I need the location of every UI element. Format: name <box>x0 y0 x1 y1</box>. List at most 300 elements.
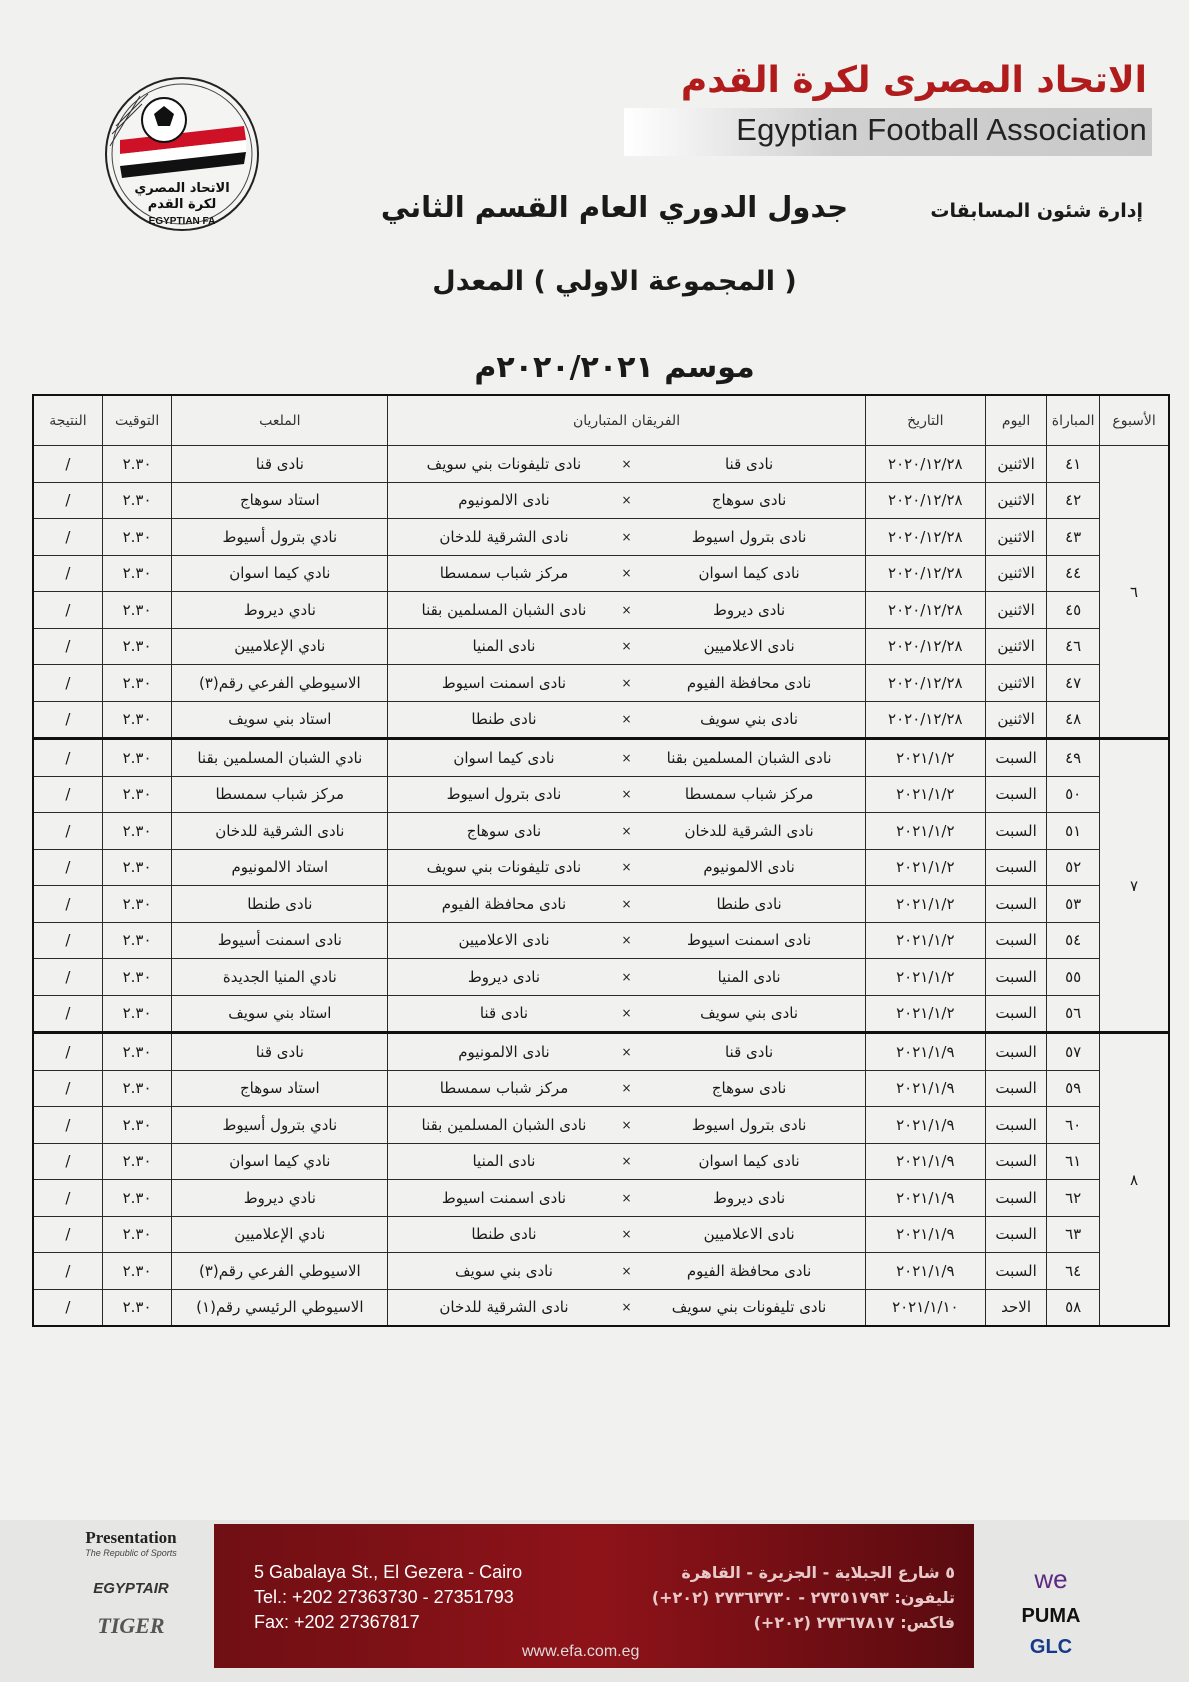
table-row <box>33 628 1169 665</box>
match-stadium: الاسيوطي الفرعي رقم(٣) <box>172 1253 388 1290</box>
match-result: / <box>33 628 102 665</box>
match-date: ٢٠٢١/١/٢ <box>865 813 985 850</box>
match-stadium: نادي ديروط <box>172 1180 388 1217</box>
website-link[interactable]: www.efa.com.eg <box>522 1643 640 1660</box>
schedule-body <box>33 446 1169 1327</box>
versus-mark: × <box>621 529 632 544</box>
away-team: نادى سوهاج <box>466 821 542 840</box>
match-stadium: نادى الشرقية للدخان <box>172 813 388 850</box>
match-teams <box>388 1180 865 1217</box>
table-row <box>33 886 1169 923</box>
table-row <box>33 1180 1169 1217</box>
egyptair-logo: EGYPTAIR <box>93 1580 169 1597</box>
away-team: نادى الشرقية للدخان <box>439 527 569 546</box>
match-day: السبت <box>985 1253 1046 1290</box>
versus-mark: × <box>621 639 632 654</box>
away-team: نادى محافظة الفيوم <box>441 894 567 913</box>
match-result: / <box>33 519 102 556</box>
table-row <box>33 519 1169 556</box>
away-team: نادى اسمنت اسيوط <box>441 1188 567 1207</box>
match-number: ٥١ <box>1047 813 1100 850</box>
match-time: ٢.٣٠ <box>102 995 171 1033</box>
home-team: نادى ديروط <box>713 1188 786 1207</box>
match-time: ٢.٣٠ <box>102 665 171 702</box>
week-number: ٧ <box>1100 739 1169 1033</box>
match-number: ٦٤ <box>1047 1253 1100 1290</box>
match-teams <box>388 446 865 483</box>
match-date: ٢٠٢١/١/٢ <box>865 776 985 813</box>
match-day: السبت <box>985 813 1046 850</box>
table-row <box>33 1253 1169 1290</box>
away-team: نادى الشبان المسلمين بقنا <box>421 1115 587 1134</box>
away-team: نادى طنطا <box>471 710 537 729</box>
table-row <box>33 1107 1169 1144</box>
address-en-line-1: 5 Gabalaya St., El Gezera - Cairo <box>254 1562 523 1582</box>
away-team: مركز شباب سمسطا <box>439 1079 569 1098</box>
match-teams <box>388 1107 865 1144</box>
match-number: ٦٣ <box>1047 1216 1100 1253</box>
match-day: السبت <box>985 1070 1046 1107</box>
match-number: ٤٨ <box>1047 701 1100 739</box>
we-logo: we <box>1034 1564 1068 1594</box>
match-result: / <box>33 1070 102 1107</box>
match-day: الاثنين <box>985 446 1046 483</box>
header-teams: الفريقان المتباريان <box>388 395 865 446</box>
away-team: نادى الشبان المسلمين بقنا <box>421 600 587 619</box>
match-teams <box>388 1033 865 1071</box>
match-stadium: نادي كيما اسوان <box>172 555 388 592</box>
away-team: نادى بني سويف <box>455 1261 553 1280</box>
away-team: نادى قنا <box>479 1004 529 1023</box>
home-team: نادى كيما اسوان <box>698 564 800 583</box>
versus-mark: × <box>621 456 632 471</box>
week-number: ٦ <box>1100 446 1169 739</box>
glc-logo: GLC <box>1029 1636 1073 1658</box>
match-date: ٢٠٢٠/١٢/٢٨ <box>865 482 985 519</box>
versus-mark: × <box>621 1044 632 1059</box>
match-teams <box>388 1143 865 1180</box>
week-number: ٨ <box>1100 1033 1169 1327</box>
match-number: ٤٣ <box>1047 519 1100 556</box>
match-number: ٦٠ <box>1047 1107 1100 1144</box>
match-date: ٢٠٢١/١/١٠ <box>865 1289 985 1326</box>
match-number: ٤٤ <box>1047 555 1100 592</box>
table-row <box>33 1289 1169 1326</box>
match-day: السبت <box>985 1216 1046 1253</box>
match-time: ٢.٣٠ <box>102 1033 171 1071</box>
match-result: / <box>33 1033 102 1071</box>
match-day: السبت <box>985 886 1046 923</box>
home-team: نادى قنا <box>724 1042 774 1061</box>
match-stadium: نادى اسمنت أسيوط <box>172 922 388 959</box>
match-teams <box>388 1216 865 1253</box>
match-time: ٢.٣٠ <box>102 739 171 777</box>
org-name-english: Egyptian Football Association <box>736 112 1147 147</box>
versus-mark: × <box>621 712 632 727</box>
home-team: نادى الاعلاميين <box>703 1225 795 1244</box>
versus-mark: × <box>621 1263 632 1278</box>
match-stadium: نادى طنطا <box>172 886 388 923</box>
match-stadium: نادي بترول أسيوط <box>172 1107 388 1144</box>
match-time: ٢.٣٠ <box>102 776 171 813</box>
match-number: ٤٢ <box>1047 482 1100 519</box>
match-day: السبت <box>985 739 1046 777</box>
match-result: / <box>33 959 102 996</box>
versus-mark: × <box>621 1081 632 1096</box>
versus-mark: × <box>621 675 632 690</box>
home-team: نادى محافظة الفيوم <box>686 1261 812 1280</box>
match-result: / <box>33 1253 102 1290</box>
home-team: نادى سوهاج <box>711 1079 787 1098</box>
match-time: ٢.٣٠ <box>102 813 171 850</box>
home-team: نادى تليفونات بني سويف <box>671 1298 827 1317</box>
match-date: ٢٠٢١/١/٢ <box>865 959 985 996</box>
match-result: / <box>33 776 102 813</box>
home-team: نادى بني سويف <box>700 710 799 729</box>
match-number: ٥٤ <box>1047 922 1100 959</box>
match-stadium: نادى قنا <box>172 1033 388 1071</box>
match-teams <box>388 959 865 996</box>
presenter-logo: Presentation <box>85 1528 177 1547</box>
match-day: السبت <box>985 849 1046 886</box>
versus-mark: × <box>621 1227 632 1242</box>
versus-mark: × <box>621 933 632 948</box>
versus-mark: × <box>621 602 632 617</box>
match-result: / <box>33 849 102 886</box>
puma-logo: PUMA <box>1021 1605 1081 1627</box>
header-day: اليوم <box>985 395 1046 446</box>
versus-mark: × <box>621 969 632 984</box>
match-result: / <box>33 1180 102 1217</box>
match-date: ٢٠٢٠/١٢/٢٨ <box>865 628 985 665</box>
match-teams <box>388 1070 865 1107</box>
match-time: ٢.٣٠ <box>102 1143 171 1180</box>
table-row <box>33 482 1169 519</box>
match-date: ٢٠٢١/١/٢ <box>865 995 985 1033</box>
match-day: الاثنين <box>985 482 1046 519</box>
header-stadium: الملعب <box>172 395 388 446</box>
match-number: ٥٣ <box>1047 886 1100 923</box>
logo-text-ar-2: لكرة القدم <box>147 197 217 212</box>
table-row <box>33 776 1169 813</box>
home-team: نادى اسمنت اسيوط <box>686 931 812 950</box>
match-result: / <box>33 1143 102 1180</box>
versus-mark: × <box>621 896 632 911</box>
table-header-row <box>33 395 1169 446</box>
away-team: نادى تليفونات بني سويف <box>426 858 582 877</box>
match-day: الاثنين <box>985 665 1046 702</box>
versus-mark: × <box>621 1300 632 1315</box>
home-team: نادى سوهاج <box>711 491 787 510</box>
match-result: / <box>33 922 102 959</box>
match-number: ٥٥ <box>1047 959 1100 996</box>
address-english <box>254 1560 522 1635</box>
address-ar-line-3: فاكس: ٢٧٣٦٧٨١٧ (٢٠٢+) <box>753 1613 955 1632</box>
versus-mark: × <box>621 566 632 581</box>
match-time: ٢.٣٠ <box>102 922 171 959</box>
schedule-table <box>32 394 1170 1327</box>
match-time: ٢.٣٠ <box>102 1216 171 1253</box>
match-time: ٢.٣٠ <box>102 1070 171 1107</box>
match-stadium: الاسيوطي الرئيسي رقم(١) <box>172 1289 388 1326</box>
match-date: ٢٠٢١/١/٩ <box>865 1180 985 1217</box>
away-team: نادى الالمونيوم <box>458 1042 550 1061</box>
header-date: التاريخ <box>865 395 985 446</box>
home-team: نادى طنطا <box>716 894 782 913</box>
match-day: السبت <box>985 959 1046 996</box>
match-teams <box>388 519 865 556</box>
match-time: ٢.٣٠ <box>102 446 171 483</box>
address-arabic <box>652 1560 955 1635</box>
match-time: ٢.٣٠ <box>102 1180 171 1217</box>
home-team: نادى محافظة الفيوم <box>686 673 812 692</box>
match-date: ٢٠٢٠/١٢/٢٨ <box>865 701 985 739</box>
away-team: نادى الشرقية للدخان <box>439 1298 569 1317</box>
match-teams <box>388 665 865 702</box>
versus-mark: × <box>621 750 632 765</box>
document-title: جدول الدوري العام القسم الثاني <box>380 190 849 224</box>
match-date: ٢٠٢١/١/٩ <box>865 1253 985 1290</box>
match-time: ٢.٣٠ <box>102 959 171 996</box>
match-result: / <box>33 995 102 1033</box>
header-time: التوقيت <box>102 395 171 446</box>
away-team: نادى ديروط <box>467 967 541 986</box>
match-day: الاحد <box>985 1289 1046 1326</box>
match-date: ٢٠٢١/١/٩ <box>865 1143 985 1180</box>
match-result: / <box>33 1216 102 1253</box>
match-time: ٢.٣٠ <box>102 482 171 519</box>
table-row <box>33 446 1169 483</box>
match-day: السبت <box>985 776 1046 813</box>
match-teams <box>388 849 865 886</box>
table-row <box>33 1216 1169 1253</box>
match-number: ٤٩ <box>1047 739 1100 777</box>
match-teams <box>388 776 865 813</box>
match-teams <box>388 995 865 1033</box>
presenter-tagline: The Republic of Sports <box>85 1548 177 1558</box>
match-time: ٢.٣٠ <box>102 701 171 739</box>
match-stadium: نادي المنيا الجديدة <box>172 959 388 996</box>
match-number: ٤١ <box>1047 446 1100 483</box>
away-team: نادى طنطا <box>471 1225 537 1244</box>
match-number: ٥٠ <box>1047 776 1100 813</box>
match-number: ٥٦ <box>1047 995 1100 1033</box>
home-team: نادى ديروط <box>713 600 786 619</box>
match-result: / <box>33 1107 102 1144</box>
away-team: نادى الالمونيوم <box>458 491 550 510</box>
versus-mark: × <box>621 787 632 802</box>
match-stadium: نادي الإعلاميين <box>172 1216 388 1253</box>
match-number: ٦٢ <box>1047 1180 1100 1217</box>
match-teams <box>388 1253 865 1290</box>
versus-mark: × <box>621 1006 632 1021</box>
home-team: نادى بني سويف <box>700 1004 799 1023</box>
match-time: ٢.٣٠ <box>102 886 171 923</box>
match-result: / <box>33 739 102 777</box>
org-name-arabic: الاتحاد المصرى لكرة القدم <box>680 60 1147 101</box>
table-row <box>33 665 1169 702</box>
away-team: نادى المنيا <box>472 1152 536 1171</box>
match-date: ٢٠٢١/١/٩ <box>865 1070 985 1107</box>
match-date: ٢٠٢١/١/٢ <box>865 922 985 959</box>
match-date: ٢٠٢١/١/٩ <box>865 1107 985 1144</box>
header-match: المباراة <box>1047 395 1100 446</box>
address-en-line-2: Tel.: +202 27363730 - 27351793 <box>254 1587 514 1607</box>
table-row <box>33 739 1169 777</box>
match-time: ٢.٣٠ <box>102 849 171 886</box>
match-stadium: استاد سوهاج <box>172 482 388 519</box>
table-row <box>33 959 1169 996</box>
versus-mark: × <box>621 823 632 838</box>
match-date: ٢٠٢١/١/٢ <box>865 849 985 886</box>
home-team: نادى كيما اسوان <box>698 1152 800 1171</box>
tiger-logo: TIGER <box>97 1613 165 1638</box>
match-time: ٢.٣٠ <box>102 555 171 592</box>
away-team: نادى اسمنت اسيوط <box>441 673 567 692</box>
versus-mark: × <box>621 493 632 508</box>
match-stadium: استاد بني سويف <box>172 995 388 1033</box>
away-team: نادى تليفونات بني سويف <box>426 454 582 473</box>
match-stadium: استاد سوهاج <box>172 1070 388 1107</box>
match-stadium: نادي ديروط <box>172 592 388 629</box>
away-team: نادى بترول اسيوط <box>446 785 562 804</box>
match-day: السبت <box>985 1107 1046 1144</box>
table-row <box>33 1070 1169 1107</box>
header-result: النتيجة <box>33 395 102 446</box>
match-date: ٢٠٢٠/١٢/٢٨ <box>865 665 985 702</box>
match-date: ٢٠٢٠/١٢/٢٨ <box>865 592 985 629</box>
away-team: مركز شباب سمسطا <box>439 564 569 583</box>
match-date: ٢٠٢٠/١٢/٢٨ <box>865 519 985 556</box>
match-result: / <box>33 482 102 519</box>
table-row <box>33 813 1169 850</box>
footer-sponsors-right <box>996 1524 1106 1659</box>
match-date: ٢٠٢٠/١٢/٢٨ <box>865 446 985 483</box>
home-team: نادى المنيا <box>717 967 781 986</box>
match-number: ٤٦ <box>1047 628 1100 665</box>
match-stadium: نادي الشبان المسلمين بقنا <box>172 739 388 777</box>
season-title: موسم ٢٠٢٠/٢٠٢١م <box>474 350 755 385</box>
match-result: / <box>33 886 102 923</box>
match-stadium: استاد الالمونيوم <box>172 849 388 886</box>
logo-text-ar-1: الاتحاد المصري <box>134 181 230 196</box>
home-team: نادى بترول اسيوط <box>691 527 807 546</box>
match-result: / <box>33 813 102 850</box>
match-number: ٦١ <box>1047 1143 1100 1180</box>
match-date: ٢٠٢١/١/٩ <box>865 1033 985 1071</box>
address-en-line-3: Fax: +202 27367817 <box>254 1612 420 1632</box>
address-ar-line-1: ٥ شارع الجبلاية - الجزيرة - القاهرة <box>681 1563 955 1582</box>
match-date: ٢٠٢١/١/٢ <box>865 739 985 777</box>
match-stadium: الاسيوطي الفرعي رقم(٣) <box>172 665 388 702</box>
versus-mark: × <box>621 1117 632 1132</box>
table-row <box>33 555 1169 592</box>
match-teams <box>388 592 865 629</box>
match-day: السبت <box>985 995 1046 1033</box>
home-team: نادى الاعلاميين <box>703 637 795 656</box>
home-team: نادى الشبان المسلمين بقنا <box>666 748 832 767</box>
match-stadium: نادي الإعلاميين <box>172 628 388 665</box>
versus-mark: × <box>621 1154 632 1169</box>
match-time: ٢.٣٠ <box>102 1107 171 1144</box>
match-teams <box>388 886 865 923</box>
match-day: السبت <box>985 1033 1046 1071</box>
match-date: ٢٠٢١/١/٩ <box>865 1216 985 1253</box>
table-row <box>33 995 1169 1033</box>
table-row <box>33 701 1169 739</box>
match-day: الاثنين <box>985 592 1046 629</box>
match-time: ٢.٣٠ <box>102 1253 171 1290</box>
match-time: ٢.٣٠ <box>102 519 171 556</box>
match-time: ٢.٣٠ <box>102 628 171 665</box>
match-result: / <box>33 665 102 702</box>
match-teams <box>388 1289 865 1326</box>
match-number: ٥٩ <box>1047 1070 1100 1107</box>
footer-sponsors-left <box>56 1528 206 1639</box>
match-result: / <box>33 446 102 483</box>
match-day: الاثنين <box>985 519 1046 556</box>
match-number: ٤٧ <box>1047 665 1100 702</box>
match-number: ٥٧ <box>1047 1033 1100 1071</box>
match-stadium: نادي كيما اسوان <box>172 1143 388 1180</box>
match-teams <box>388 922 865 959</box>
away-team: نادى الاعلاميين <box>458 931 550 950</box>
home-team: نادى بترول اسيوط <box>691 1115 807 1134</box>
home-team: مركز شباب سمسطا <box>684 785 814 804</box>
match-day: الاثنين <box>985 701 1046 739</box>
match-date: ٢٠٢٠/١٢/٢٨ <box>865 555 985 592</box>
department-label: إدارة شئون المسابقات <box>930 200 1143 222</box>
match-day: السبت <box>985 1143 1046 1180</box>
table-row <box>33 922 1169 959</box>
match-number: ٤٥ <box>1047 592 1100 629</box>
match-day: السبت <box>985 1180 1046 1217</box>
match-stadium: نادى قنا <box>172 446 388 483</box>
match-teams <box>388 555 865 592</box>
away-team: نادى كيما اسوان <box>453 748 555 767</box>
match-teams <box>388 628 865 665</box>
match-time: ٢.٣٠ <box>102 592 171 629</box>
table-row <box>33 849 1169 886</box>
home-team: نادى الالمونيوم <box>703 858 795 877</box>
address-ar-line-2: تليفون: ٢٧٣٥١٧٩٣ - ٢٧٣٦٣٧٣٠ (٢٠٢+) <box>651 1588 955 1607</box>
match-teams <box>388 813 865 850</box>
table-row <box>33 1033 1169 1071</box>
match-date: ٢٠٢١/١/٢ <box>865 886 985 923</box>
table-row <box>33 592 1169 629</box>
home-team: نادى الشرقية للدخان <box>684 821 814 840</box>
versus-mark: × <box>621 1190 632 1205</box>
home-team: نادى قنا <box>724 454 774 473</box>
match-result: / <box>33 592 102 629</box>
versus-mark: × <box>621 860 632 875</box>
match-time: ٢.٣٠ <box>102 1289 171 1326</box>
match-stadium: استاد بني سويف <box>172 701 388 739</box>
group-title: ( المجموعة الاولي ) المعدل <box>432 266 797 297</box>
match-teams <box>388 701 865 739</box>
match-stadium: نادي بترول أسيوط <box>172 519 388 556</box>
table-row <box>33 1143 1169 1180</box>
header-week: الأسبوع <box>1100 395 1169 446</box>
match-result: / <box>33 701 102 739</box>
match-day: السبت <box>985 922 1046 959</box>
logo-text-en: EGYPTIAN FA <box>148 216 216 227</box>
match-number: ٥٢ <box>1047 849 1100 886</box>
match-number: ٥٨ <box>1047 1289 1100 1326</box>
match-result: / <box>33 555 102 592</box>
match-teams <box>388 739 865 777</box>
match-stadium: مركز شباب سمسطا <box>172 776 388 813</box>
